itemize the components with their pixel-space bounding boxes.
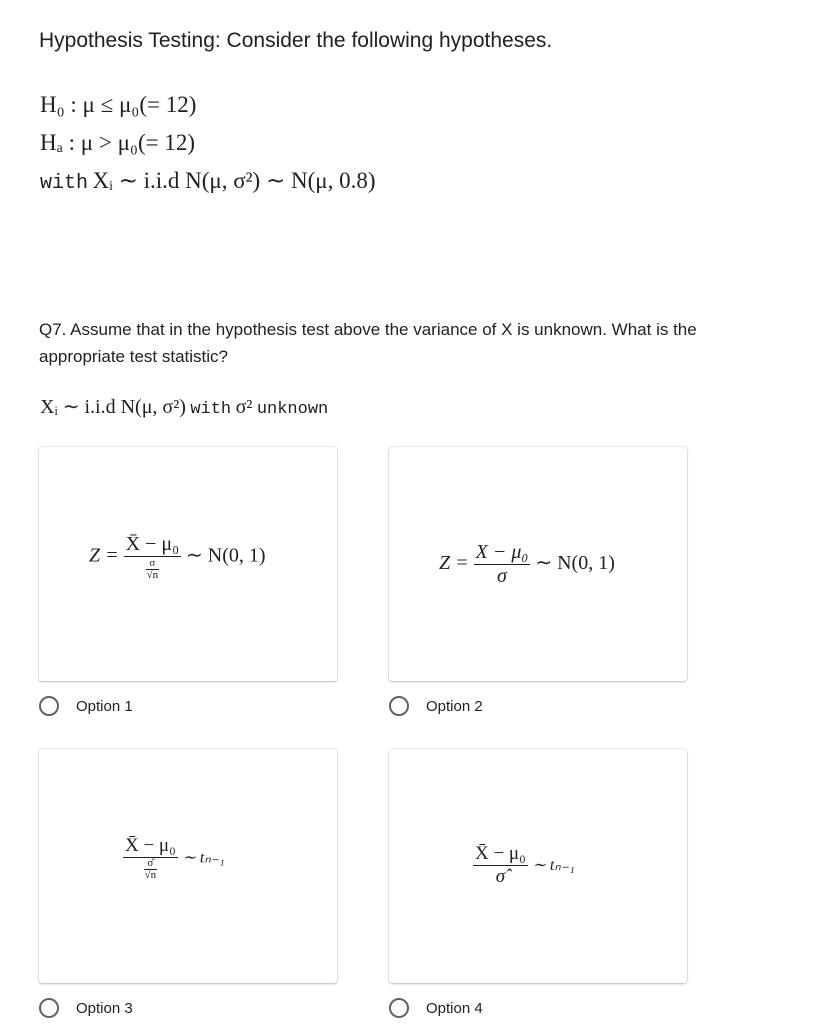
option-3-den-sigma-hat: σ̂: [144, 858, 158, 870]
option-3-radio[interactable]: [39, 998, 59, 1018]
option-2-fraction: [474, 541, 531, 588]
option-1-choice[interactable]: [39, 696, 133, 716]
option-4-rhs: ∼ tₙ₋₁: [532, 856, 575, 874]
alternative-hypothesis: Hₐ : μ > μ₀(= 12): [40, 130, 195, 155]
option-3-den-sqrt-n: √n: [144, 869, 157, 882]
option-4-fraction: [473, 843, 528, 888]
assumption-with: with: [190, 400, 232, 419]
option-2-lhs: Z =: [439, 552, 469, 575]
option-1-formula: [89, 533, 266, 581]
option-4-label[interactable]: Option 4: [426, 999, 483, 1017]
option-4-image-card[interactable]: [389, 749, 687, 983]
option-3-numerator: X̄ − μ₀: [125, 835, 176, 856]
question-assumption: [40, 394, 328, 419]
form-section-title: Hypothesis Testing: Consider the following hypotheses.: [39, 29, 553, 52]
option-3-formula: [123, 835, 225, 881]
option-2-image-card[interactable]: [389, 447, 687, 681]
option-4-denominator: σ̂: [495, 866, 506, 887]
option-2-radio[interactable]: [389, 696, 409, 716]
option-1-radio[interactable]: [39, 696, 59, 716]
option-3-fraction: [123, 835, 178, 881]
option-1-den-sigma: σ: [146, 558, 160, 570]
distribution-expression: Xᵢ ∼ i.i.d N(μ, σ²) ∼ N(μ, 0.8): [92, 168, 376, 193]
option-3-choice[interactable]: [39, 998, 133, 1018]
with-keyword: with: [40, 172, 89, 195]
option-2-choice[interactable]: [389, 696, 483, 716]
option-4-radio[interactable]: [389, 998, 409, 1018]
option-4-numerator: X̄ − μ₀: [475, 843, 526, 864]
assumption-sigma: σ²: [235, 396, 253, 418]
option-2-rhs: ∼ N(0, 1): [535, 552, 615, 575]
option-3-image-card[interactable]: [39, 749, 337, 983]
assumption-expression: Xᵢ ∼ i.i.d N(μ, σ²): [40, 396, 186, 418]
option-1-rhs: ∼ N(0, 1): [186, 544, 266, 567]
option-1-numerator: X̄ − μ₀: [125, 533, 180, 555]
option-3-denominator: [144, 858, 158, 881]
assumption-unknown: unknown: [256, 400, 329, 419]
option-1-lhs: Z =: [89, 544, 119, 567]
option-3-rhs: ∼ tₙ₋₁: [182, 849, 225, 867]
question-text: Q7. Assume that in the hypothesis test above the variance of X is unknown. What is the appropriate test statistic?: [39, 320, 697, 366]
null-hypothesis: H₀ : μ ≤ μ₀(= 12): [40, 92, 197, 117]
option-1-label[interactable]: Option 1: [76, 697, 133, 715]
option-2-label[interactable]: Option 2: [426, 697, 483, 715]
option-2-numerator: X − μ₀: [475, 541, 529, 563]
option-1-fraction: [124, 533, 181, 581]
option-4-formula: [473, 843, 575, 888]
option-1-image-card[interactable]: [39, 447, 337, 681]
option-2-denominator: σ: [497, 565, 507, 587]
option-1-den-sqrt-n: √n: [146, 568, 159, 581]
option-4-choice[interactable]: [389, 998, 483, 1018]
option-2-formula: [439, 541, 615, 588]
distribution-assumption: [40, 168, 375, 195]
option-3-label[interactable]: Option 3: [76, 999, 133, 1017]
option-1-denominator: [146, 558, 160, 581]
